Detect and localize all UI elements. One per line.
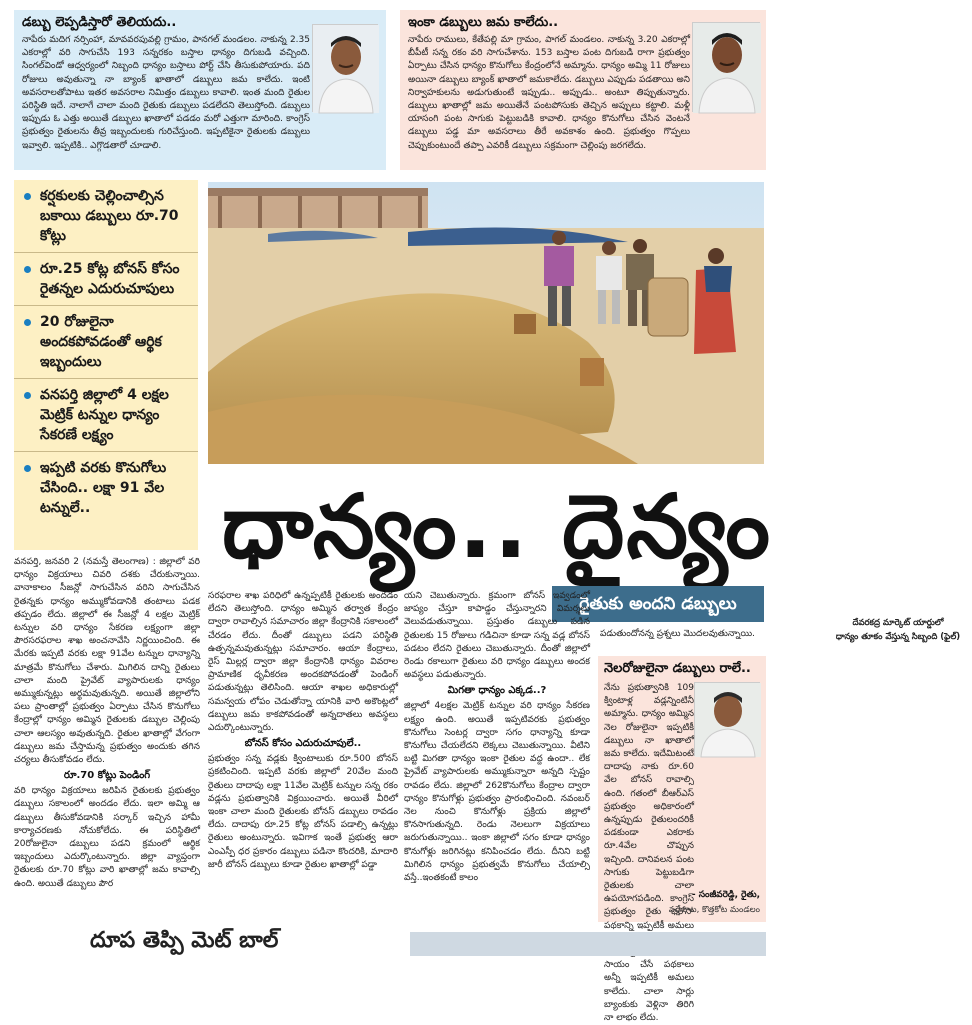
- highlight-item: [14, 312, 198, 379]
- next-article-photo: [410, 932, 766, 956]
- quote-box-ramulu: [400, 10, 766, 170]
- headline: ధాన్యం.. దైన్యం: [221, 475, 772, 578]
- farmer-portrait-ramulu: [692, 22, 760, 112]
- quote-signature-place: వడ్డేవాట, కొత్తకోట మండలం: [668, 905, 760, 915]
- farmer-portrait-narsimha: [312, 24, 378, 112]
- highlights-box: [14, 180, 198, 550]
- photo-caption-line1: దేవరకద్ర మార్కెట్ యార్డులో: [852, 618, 944, 628]
- highlights-list: [14, 186, 198, 524]
- highlight-text: కర్షకులకు చెల్లించాల్సిన బకాయి డబ్బులు రూ.70 కోట్లు: [40, 188, 179, 244]
- highlight-item: [14, 458, 198, 524]
- article-column-1: [14, 556, 200, 922]
- quote-box-body: నేను ప్రభుత్వానికి 109 క్వింటాళ్ల వడ్లన్నింటినీ అమ్మాను. ధాన్యం అమ్మిన నెల రోజులైనా ఇప్పటికీ డబ్బులు నా ఖాతాలో జమ కాలేదు. ఇదేమిటంటే దాదాపు నాకు రూ.60 వేల బోనస్ రావాల్సి ఉంది. గతంలో బీఆర్ఎస్ ప్రభుత్వం అధికారంలో ఉన్నప్పుడు రైతులందరికీ పడకుండా ఎకరాకు రూ.4వేల చొప్పున ఇచ్చింది. దానివలన పంట సాగుకు పెట్టుబడిగా రైతులకు చాలా ఉపయోగపడింది. కాంగ్రెస్ ప్రభుత్వం రైతు భరోసా పథకాన్ని ఇప్పటికీ అమలు సాయం చేసే పథకాలు అన్నీ ఇప్పటికీ అమలు కాలేదు. చాలా సార్లు బ్యాంకుకు వెళ్లినా తిరిగి నా లాభం లేదు.: [604, 683, 694, 1024]
- quote-box-body: నాపేరు మదిగ నర్సింహా, మావవరపువల్లి గ్రామం, పానగల్ మండలం. నాకున్న 2.35 ఎకరాల్లో వరి సాగుచేసి 193 సన్నరకం బస్తాల ధాన్యం దిగుబడి వచ్చింది. సింగల్‌విండో ఆధ్వర్యంలో నిబ్బంది ధాన్యం బస్తాలు పోర్ట్ చేసి తీసుకుపోయారు. పది రోజులు అవుతున్నా నా బ్యాంక్ ఖాతాలో డబ్బులు జమ కాలేదు. ఇంటి అవసరాలతోపాటు ఇతర అవసరాల నిమిత్తం డబ్బులు కావాలి. ఇంత మంది రైతుల పరిస్థితి ఇదే. నాలాగే చాలా మంది రైతుకు డబ్బులు పడలేదని తెలుస్తోంది. డబ్బులు ఇప్పుడు ఓ ఎత్తు అయితే డబ్బులు ఖాతాలో పడడం మరో ఎత్తుగా మారింది. కాంగ్రెస్ ప్రభుత్వం రైతులను తీవ్ర ఇబ్బందులకు గురిచేస్తుంది. ఇప్పటికైనా రైతులకు డబ్బులు ఇవ్వాలి. ఇప్పటికి.. ఎగ్గొడతారో చూడాలి.: [22, 35, 310, 151]
- article-paragraph: ప్రభుత్వం సన్న వడ్లకు క్వింటాలుకు రూ.500 బోనస్ ప్రకటించింది. ఇప్పటి వరకు జిల్లాలో 20వేల మంది రైతులు దాదాపు లక్షా 11వేల మెట్రిక్ టన్నుల సన్న రకం వడ్లను ప్రభుత్వానికి విక్రయించారు. అయితే వీరిలో ఇంకా చాలా మంది రైతులకు బోనస్ డబ్బులు రావడం లేదు. దాదాపు రూ.25 కోట్ల బోనస్ పడాల్సి ఉన్నట్లు రైతులు అంటున్నారు. ఇవిగాక ఇంతే ప్రభుత్వ ఆరా ఎంఎస్పీ ధర ప్రకారం డబ్బులు పడినా కొందరికి, మాదారి జారీ బోనస్ డబ్బులు కూడా రైతుల ఖాతాల్లో పడ్డా: [208, 754, 398, 870]
- photo-caption: [824, 614, 972, 648]
- highlight-text: రూ.25 కోట్ల బోనస్ కోసం రైతన్నల ఎదురుచూపులు: [40, 261, 180, 297]
- farmer-portrait-sanjeevareddy: [694, 682, 760, 756]
- article-subheading: రూ.70 కోట్లు పెండింగ్: [63, 770, 151, 782]
- quote-signature-name: - సంజీవరెడ్డి, రైతు,: [691, 890, 760, 900]
- article-paragraph: వరి ధాన్యం విక్రయాలు జరిపిన రైతులకు ప్రభుత్వం డబ్బులు సకాలంలో అందడం లేదు. ఇలా అమ్మి ఆ డబ్బులు తీసుకోవడానికి సర్కార్ ఇచ్చిన హామీ కార్యాచరణకు నోచుకోలేదు. ఈ పరిస్థితిలో 20రోజులైనా డబ్బులు పడని క్రమంలో ఆర్థిక ఇబ్బందులు ఎదుర్కొంటున్నారు. జిల్లా వ్యాప్తంగా రైతులకు రూ.70 కోట్లు వారి ఖాతాల్లో జమ కావాల్సి ఉంది. అయితే డబ్బులు పౌర: [14, 786, 200, 889]
- article-column-4: [600, 628, 766, 650]
- quote-box-sanjeevareddy: [598, 656, 766, 1024]
- next-article-headline: దూప తెప్పి మెట్ బాల్: [90, 928, 279, 953]
- article-paragraph: జిల్లాలో 4లక్షల మెట్రిక్ టన్నుల వరి ధాన్యం సేకరణ లక్ష్యం ఉంది. అయితే ఇప్పటివరకు ప్రభుత్వం కొనుగోలు సెంటర్ల ద్వారా సగం ధాన్యాన్ని కూడా కొనుగోలు చేయలేదని లెక్కలు చెబుతున్నాయి. వీటిని బట్టి మిగతా ధాన్యం ఇంకా రైతుల వద్ద ఉందా.. లేక ప్రైవేట్ వ్యాపారులకు అమ్ముకున్నారా అన్నది స్పష్టం రావడం లేదు. జిల్లాలో 262కొనుగోలు కేంద్రాల ద్వారా ధాన్యం కొనుగోళ్లు ప్రభుత్వం ప్రారంభించింది. నవంబర్ నెల నుంచి కొనుగోళ్లు ప్రక్రియ జిల్లాలో కొనసాగుతున్నది. రెండు నెలలుగా విక్రయాలు జరుగుతున్నాయి.. ఇంకా జిల్లాలో సగం కూడా ధాన్యం కొనుగోళ్లు జరిగినట్లు కనిపించడం లేదు. దీనిని బట్టి మిగిలిన ధాన్యం ప్రభుత్వమే కొనుగోలు చేయాల్సి వస్తే..ఇంతకంటే కాలం: [404, 701, 590, 884]
- article-paragraph: వనపర్తి, జనవరి 2 (నమస్తే తెలంగాణ) : జిల్లాలో వరి ధాన్యం విక్రయాలు చివరి దశకు చేరుకున్నాయి. వానాకాలం సీజన్లో సాగుచేసిన వరిని సాగుచేసిన రైతన్నకు ధాన్యం అమ్ముకోవడానికి తంటాలు పడక తప్పడం లేదు. జిల్లాలో ఈ సీజన్లో 4 లక్షల మెట్రిక్ టన్నుల వరి ధాన్యం సేకరణ లక్ష్యంగా జిల్లా పౌరసరఫరాల శాఖ అంచనావేసి నిర్ణయించింది. ఈ మేరకు ఇప్పటి వరకు లక్షా 91వేల టన్నుల ధాన్యాన్ని మాత్రమే కొనుగోలు చేశారు. మిగిలిన దాన్ని రైతులు చాలా మంది ప్రైవేట్ వ్యాపారులకు ధాన్యం అమ్ముకున్నట్లు అర్థమవుతున్నది. అయితే జిల్లాలోని పలు ప్రాంతాల్లో ప్రభుత్వం ఏర్పాటు చేసిన కొనుగోలు కేంద్రాల్లో ధాన్యం అమ్మిన రైతులకు డబ్బుల చెల్లింపు చాలా ఆలస్యం అవుతున్నది. రైతుల ఖాతాల్లో వేగంగా డబ్బులు జమ చేస్తామన్న ప్రభుత్వం అందుకు తగిన చర్యలు తీసుకోవడం లేదు.: [14, 557, 200, 766]
- highlight-text: 20 రోజులైనా అందకపోవడంతో ఆర్థిక ఇబ్బందులు: [40, 314, 162, 370]
- article-paragraph: పడుతుందోనన్న ప్రశ్నలు మొదలవుతున్నాయి.: [600, 629, 755, 639]
- bullet-dot-icon: [24, 193, 31, 200]
- article-subheading: మిగతా ధాన్యం ఎక్కడ..?: [447, 685, 547, 697]
- article-paragraph: సరఫరాల శాఖ పరిధిలో ఉన్నప్పటికీ రైతులకు అందడం లేదని తెలుస్తోంది. ధాన్యం అమ్మిన తర్వాత కేంద్రం ద్వారా రావాల్సిన సమాచారం జిల్లా కేంద్రానికి సకాలంలో చేరడం లేదు. దీంతో డబ్బులు పడని పరిస్థితి ఉత్పన్నమవుతున్నట్లు సమాచారం. ఆయా కేంద్రాలు, రైస్ మిల్లర్ల ద్వారా జిల్లా కేంద్రానికి ధాన్యం వివరాల ప్రామాణిక ధృవీకరణ అందకపోవడంతో పెండింగ్ పడుతున్నట్లు తెలిసింది. ఆయా శాఖల అధికారుల్లో సమన్వయ లోపం చెడుతోన్నా యానికి వారి అకౌంట్లలో డబ్బులు జమ కాకపోవడంతో అన్నదాతలు అవస్థలు ఎదుర్కొంటున్నారు.: [208, 591, 398, 734]
- quote-box-title: డబ్బు లెప్పడిస్తారో తెలియదు..: [22, 15, 177, 30]
- bullet-dot-icon: [24, 266, 31, 273]
- bullet-dot-icon: [24, 319, 31, 326]
- highlight-text: ఇప్పటి వరకు కొనుగోలు చేసింది.. లక్షా 91 వేల టన్నులే..: [40, 460, 167, 516]
- bullet-dot-icon: [24, 392, 31, 399]
- highlight-item: [14, 259, 198, 306]
- quote-box-body: నాపేరు రాములు, కేతేపల్లి మా గ్రామం, పాగల్ మండలం. నాకున్న 3.20 ఎకరాల్లో బీపీటీ సన్న రకం వరి సాగుచేశాను. 153 బస్తాల పంట దిగుబడి రాగా ప్రభుత్వం ఏర్పాటు చేసిన ధాన్యం కొనుగోలు కేంద్రంలోనే అమ్మాను. ధాన్యం అమ్మి 11 రోజులు అయినా డబ్బులు బ్యాంక్ ఖాతాలో జమకాలేదు. డబ్బులు ఎప్పుడు పడతాయి అని నిర్వాహకులను అడుగుతుంటే ఇప్పుడు.. అప్పుడు.. అంటూ తిప్పుతున్నారు. డబ్బులు ఖాతాల్లో జమ అయితేనే పంటపోసుకు తెచ్చిన అప్పులు కట్టాలి. మళ్లీ యాసంగి పంట సాగుకు పెట్టుబడికి కావాలి. ధాన్యం కొనుగోలు చేసిన వెంటనే డబ్బులు పడ్డ మా అవసరాలు తీరే అవకాశం ఉంది. ప్రభుత్వం గొప్పలు చెప్పుకుంటుందే తప్పా ఎవరికీ డబ్బులు సక్రమంగా చెల్లింపు జరగలేదు.: [408, 35, 690, 151]
- highlight-item: [14, 385, 198, 452]
- next-article-strip: [0, 926, 800, 956]
- article-column-2: [208, 590, 398, 922]
- subheadline: రైతుకు అందని డబ్బులు: [552, 586, 764, 622]
- photo-caption-line2: ధాన్యం తూకం వేస్తున్న సిబ్బంది (ఫైల్): [835, 632, 961, 642]
- article-paragraph: యని చెబుతున్నారు. క్రమంగా బోనస్ ఇవ్వడంలో జాప్యం చేస్తూ కాపాడ్డం చేస్తున్నారని విమర్శలు వెలువడుతున్నాయి. ప్రస్తుతం డబ్బులు పడిన రైతులకు 15 రోజులు గడిచినా కూడా సన్న వడ్ల బోనస్ పడటం లేదని రైతులు చెబుతున్నారు. దీంతో జిల్లాలో రెండు రకాలుగా రైతులు వరి ధాన్యం డబ్బులు అందక అవస్థలు పడుతున్నారు.: [404, 591, 590, 681]
- quote-box-title: ఇంకా డబ్బులు జమ కాలేదు..: [408, 15, 559, 30]
- bullet-dot-icon: [24, 465, 31, 472]
- quote-box-narsimha: [14, 10, 386, 170]
- article-subheading: బోనస్ కోసం ఎదురుచూపులే..: [244, 738, 362, 750]
- highlight-item: [14, 186, 198, 253]
- quote-box-title: నెలరోజులైనా డబ్బులు రాలే..: [604, 661, 751, 676]
- article-column-3: [404, 590, 590, 922]
- highlight-text: వనపర్తి జిల్లాలో 4 లక్షల మెట్రిక్ టన్నుల ధాన్యం సేకరణే లక్ష్యం: [40, 387, 169, 443]
